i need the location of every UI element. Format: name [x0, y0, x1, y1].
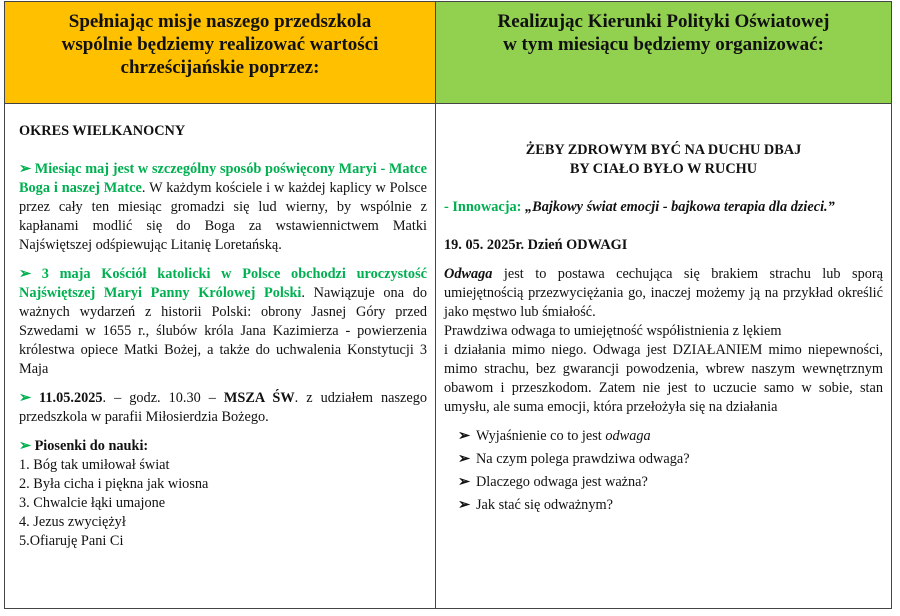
innovation-title: „Bajkowy świat emocji - bajkowa terapia dla dzieci.”: [525, 199, 835, 215]
header-left-line-3: chrześcijańskie poprzez:: [120, 57, 320, 78]
arrow-icon: ➢: [458, 428, 470, 444]
question-italic: odwaga: [605, 428, 651, 444]
bullet-may-highlight: Miesiąc maj jest w szczególny sposób poświęcony Maryi - Matce Boga i naszej Matce: [19, 161, 428, 196]
question-text: Jak stać się odważnym?: [475, 497, 613, 513]
right-body-cell: [436, 104, 891, 608]
arrow-icon: ➢: [19, 266, 42, 282]
songs-title: Piosenki do nauki:: [34, 438, 149, 454]
question-item: [458, 496, 883, 515]
mass-label: MSZA ŚW: [223, 390, 295, 406]
paragraph-definition: [444, 265, 883, 322]
song-item: 4. Jezus zwyciężył: [19, 514, 126, 530]
arrow-icon: ➢: [458, 451, 470, 467]
song-item: 2. Była cicha i piękna jak wiosna: [19, 476, 209, 492]
paragraph-action: i działania mimo niego. Odwaga jest DZIAŁANIEM mimo niepewności, mimo strachu, bez gwarancji powodzenia, wbrew naszym wewnętrznym obawom i przeszkodom. Zatem nie jest to uczucie samo w sobie, stan umysłu, ale suma emocji, która przełożyła się na działania: [444, 342, 883, 415]
left-section-title: OKRES WIELKANOCNY: [19, 123, 186, 139]
arrow-icon: ➢: [19, 390, 39, 406]
question-text: Dlaczego odwaga jest ważna?: [475, 474, 648, 490]
header-right-line-2: w tym miesiącu będziemy organizować:: [503, 34, 824, 55]
arrow-icon: ➢: [19, 438, 35, 454]
definition-text: jest to postawa cechująca się brakiem strachu lub sporą umiejętnością przezwyciężania go, inaczej możemy ją na przykład określić jako męstwo lub śmiałość.: [444, 266, 883, 320]
header-right-cell: [436, 2, 891, 104]
songs-list: [19, 456, 427, 551]
questions-list: [444, 427, 883, 515]
mass-text: . z udziałem naszego przedszkola w parafii Miłosierdzia Bożego.: [19, 390, 428, 425]
arrow-icon: ➢: [458, 497, 470, 513]
header-left-line-1: Spełniając misje naszego przedszkola: [68, 11, 372, 32]
question-text: Wyjaśnienie co to jest: [475, 428, 606, 444]
arrow-icon: ➢: [458, 474, 470, 490]
header-left-cell: [5, 2, 436, 104]
song-item: 1. Bóg tak umiłował świat: [19, 457, 170, 473]
bullet-may-3: [19, 265, 427, 379]
innovation-label: - Innowacja:: [444, 199, 526, 215]
day-heading: 19. 05. 2025r. Dzień ODWAGI: [444, 237, 628, 253]
innovation-line: [444, 198, 883, 217]
bullet-may: [19, 160, 427, 255]
question-text: Na czym polega prawdziwa odwaga?: [475, 451, 690, 467]
header-right-line-1: Realizując Kierunki Polityki Oświatowej: [497, 11, 830, 32]
question-item: [458, 427, 883, 446]
song-item: 3. Chwalcie łąki umajone: [19, 495, 166, 511]
right-title-line-1: ŻEBY ZDROWYM BYĆ NA DUCHU DBAJ: [525, 142, 802, 158]
bullet-may-3-highlight: 3 maja Kościół katolicki w Polsce obchodzi uroczystość Najświętszej Maryi Panny Królowej Polski: [19, 266, 427, 301]
question-item: [458, 473, 883, 492]
word-odwaga: Odwaga: [444, 266, 493, 282]
content-table: [4, 1, 892, 609]
mass-date: 11.05.2025: [38, 390, 103, 406]
arrow-icon: ➢: [19, 161, 35, 177]
header-left-line-2: wspólnie będziemy realizować wartości: [61, 34, 379, 55]
mass-time: . – godz. 10.30 –: [102, 390, 224, 406]
right-title-line-2: BY CIAŁO BYŁO W RUCHU: [569, 161, 758, 177]
question-item: [458, 450, 883, 469]
songs-heading: [19, 437, 427, 456]
song-item: 5.Ofiaruję Pani Ci: [19, 533, 124, 549]
bullet-may-3-text: . Nawiązuje ona do ważnych wydarzeń z historii Polski: obrony Jasnej Góry przed Szwedami w 1655 r., ślubów króla Jana Kazimierza - powierzenia królestwa opiece Matki Bożej, a także do uchwalenia Konstytucji 3 Maja: [19, 285, 427, 377]
paragraph-true-courage: Prawdziwa odwaga to umiejętność współistnienia z lękiem: [444, 323, 782, 339]
bullet-may-text: . W każdym kościele i w każdej kaplicy w Polsce przez cały ten miesiąc gromadzi się lud wierny, by wspólnie z kapłanami modlić się do Boga za wstawiennictwem Matki Najświętszej odśpiewując Litanię Loretańską.: [19, 180, 427, 253]
left-body-cell: [5, 104, 436, 608]
bullet-mass: [19, 389, 427, 427]
